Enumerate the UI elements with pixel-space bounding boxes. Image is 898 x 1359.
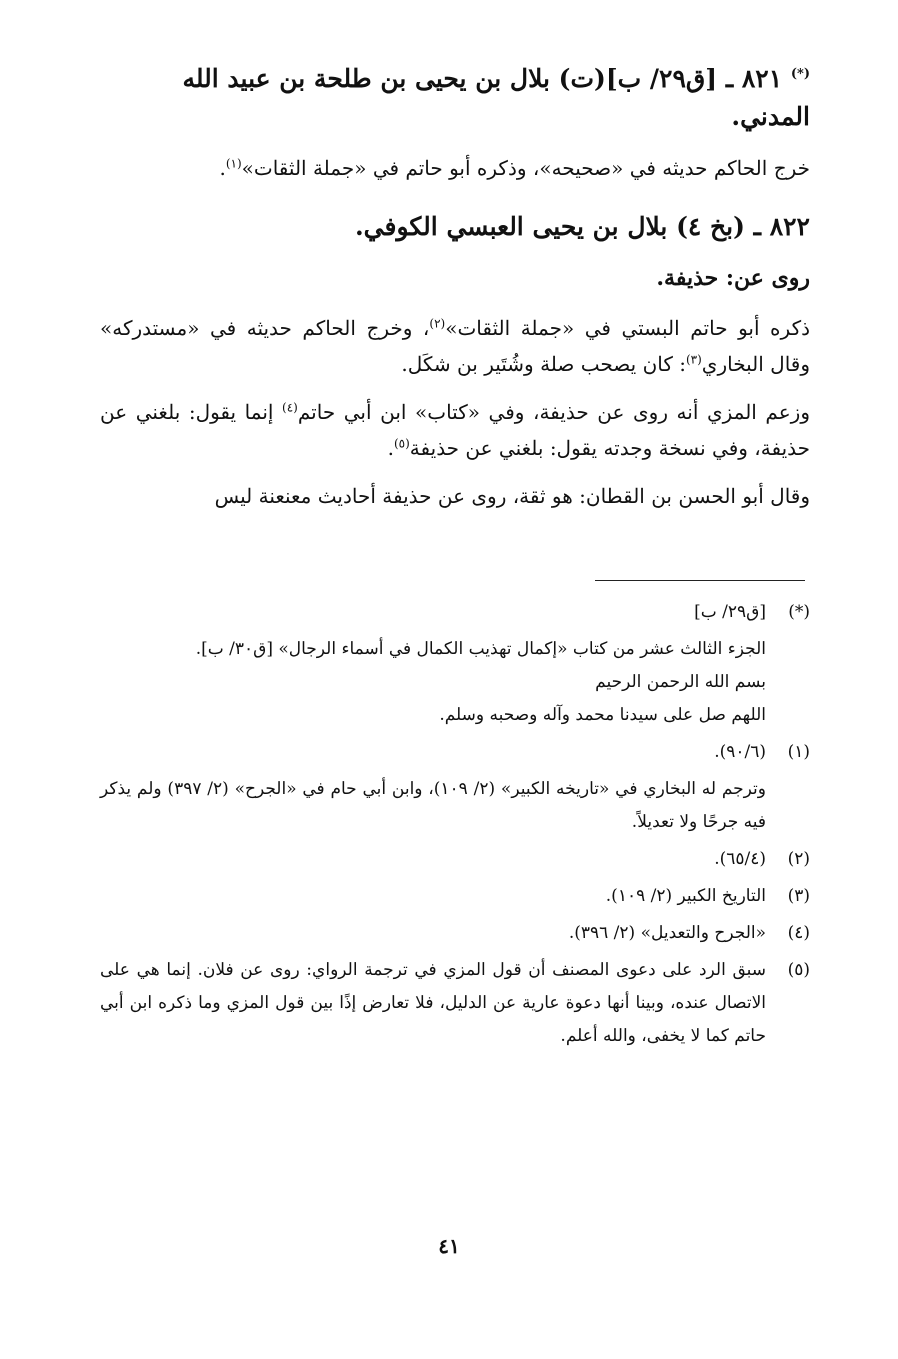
footnotes — [100, 596, 810, 1057]
footnote-3 — [100, 880, 810, 913]
footnote-line: وترجم له البخاري في «تاريخه الكبير» (٢/ ١٠٩)، وابن أبي حام في «الجرح» (٢/ ٣٩٧) ولم يذكر فيه جرحًا ولا تعديلاً. — [100, 779, 766, 832]
footnote-line: اللهم صل على سيدنا محمد وآله وصحبه وسلم. — [439, 705, 766, 725]
entry-822-p1-seg3: : كان يصحب صلة وشُتَير بن شكَل. — [401, 352, 686, 376]
footnote-number: (٢) — [787, 849, 810, 869]
footnote-ref-2: (٢) — [429, 316, 446, 331]
footnote-body — [100, 954, 766, 1053]
footnote-number: (١) — [787, 742, 810, 762]
entry-822-p1-seg2: ، وخرج الحاكم حديثه في «مستدركه» وقال البخاري — [100, 316, 810, 376]
footnote-body — [100, 880, 766, 913]
entry-821-paragraph — [100, 150, 810, 186]
entry-822-narrated-from: روى عن: حذيفة. — [656, 265, 810, 291]
footnote-number: (٣) — [787, 886, 810, 906]
entry-822-p1-seg1: ذكره أبو حاتم البستي في «جملة الثقات» — [445, 316, 810, 340]
footnote-number: (*) — [788, 602, 810, 622]
footnote-body — [100, 917, 766, 950]
footnote-line: (٦٥/٤). — [714, 849, 766, 869]
footnote-2 — [100, 843, 810, 876]
footnote-ref-5: (٥) — [393, 436, 410, 451]
entry-822-paragraph-2 — [100, 394, 810, 466]
footnote-line: [ق٢٩/ ب] — [694, 602, 766, 622]
footnote-star — [100, 596, 810, 629]
footnote-1-continuation — [100, 773, 766, 839]
footnote-line: بسم الله الرحمن الرحيم — [595, 672, 766, 692]
footnote-body — [100, 843, 766, 876]
footnote-body — [100, 596, 766, 629]
footnote-body — [100, 736, 766, 769]
entry-821-title — [100, 60, 810, 136]
footnote-5 — [100, 954, 810, 1053]
footnote-line: سبق الرد على دعوى المصنف أن قول المزي في ترجمة الرواي: روى عن فلان. إنما هي على الاتصال عنده، وبينا أنها دعوة عارية عن الدليل، فلا تعارض إذًا بين قول المزي وما ذكره ابن أبي حاتم كما لا يخفى، والله أعلم. — [100, 960, 766, 1046]
footnote-line: (٩٠/٦). — [714, 742, 766, 762]
footnote-4 — [100, 917, 810, 950]
entry-822-paragraph-3 — [100, 478, 810, 514]
entry-822-paragraph-1 — [100, 310, 810, 382]
footnote-number: (٥) — [787, 960, 810, 980]
entry-822-heading: ٨٢٢ ـ (بخ ٤) بلال بن يحيى العبسي الكوفي. — [354, 212, 810, 241]
entry-822-p2-seg2: إنما يقول: بلغني عن حذيفة، وفي نسخة وجدته يقول: بلغني عن حذيفة — [100, 400, 810, 460]
footnote-divider — [595, 580, 805, 581]
entry-821-marker: (*) — [790, 66, 810, 82]
footnote-line: الجزء الثالث عشر من كتاب «إكمال تهذيب الكمال في أسماء الرجال» [ق٣٠/ ب]. — [195, 639, 766, 659]
footnote-line: «الجرح والتعديل» (٢/ ٣٩٦). — [568, 923, 766, 943]
page-number: ٤١ — [438, 1234, 460, 1258]
entry-821-tail: . — [219, 156, 226, 180]
footnote-number: (٤) — [787, 923, 810, 943]
entry-821-heading: ٨٢١ ـ [ق٢٩/ ب](ت) بلال بن يحيى بن طلحة بن عبيد الله المدني. — [182, 64, 810, 131]
footnote-ref-3: (٣) — [685, 352, 702, 367]
footnote-1 — [100, 736, 810, 769]
entry-822-p2-seg3: . — [387, 436, 394, 460]
entry-822-title — [100, 208, 810, 246]
entry-822-p2-seg1: وزعم المزي أنه روى عن حذيفة، وفي «كتاب» ابن أبي حاتم — [297, 400, 810, 424]
footnote-star-continuation — [100, 633, 766, 732]
footnote-ref-4: (٤) — [282, 400, 298, 415]
entry-822-p3-seg1: وقال أبو الحسن بن القطان: هو ثقة، روى عن حذيفة أحاديث معنعنة ليس — [214, 484, 810, 508]
entry-821-text: خرج الحاكم حديثه في «صحيحه»، وذكره أبو حاتم في «جملة الثقات» — [241, 156, 810, 180]
footnote-line: التاريخ الكبير (٢/ ١٠٩). — [605, 886, 766, 906]
main-text — [100, 60, 810, 526]
footnote-ref-1: (١) — [225, 156, 242, 171]
